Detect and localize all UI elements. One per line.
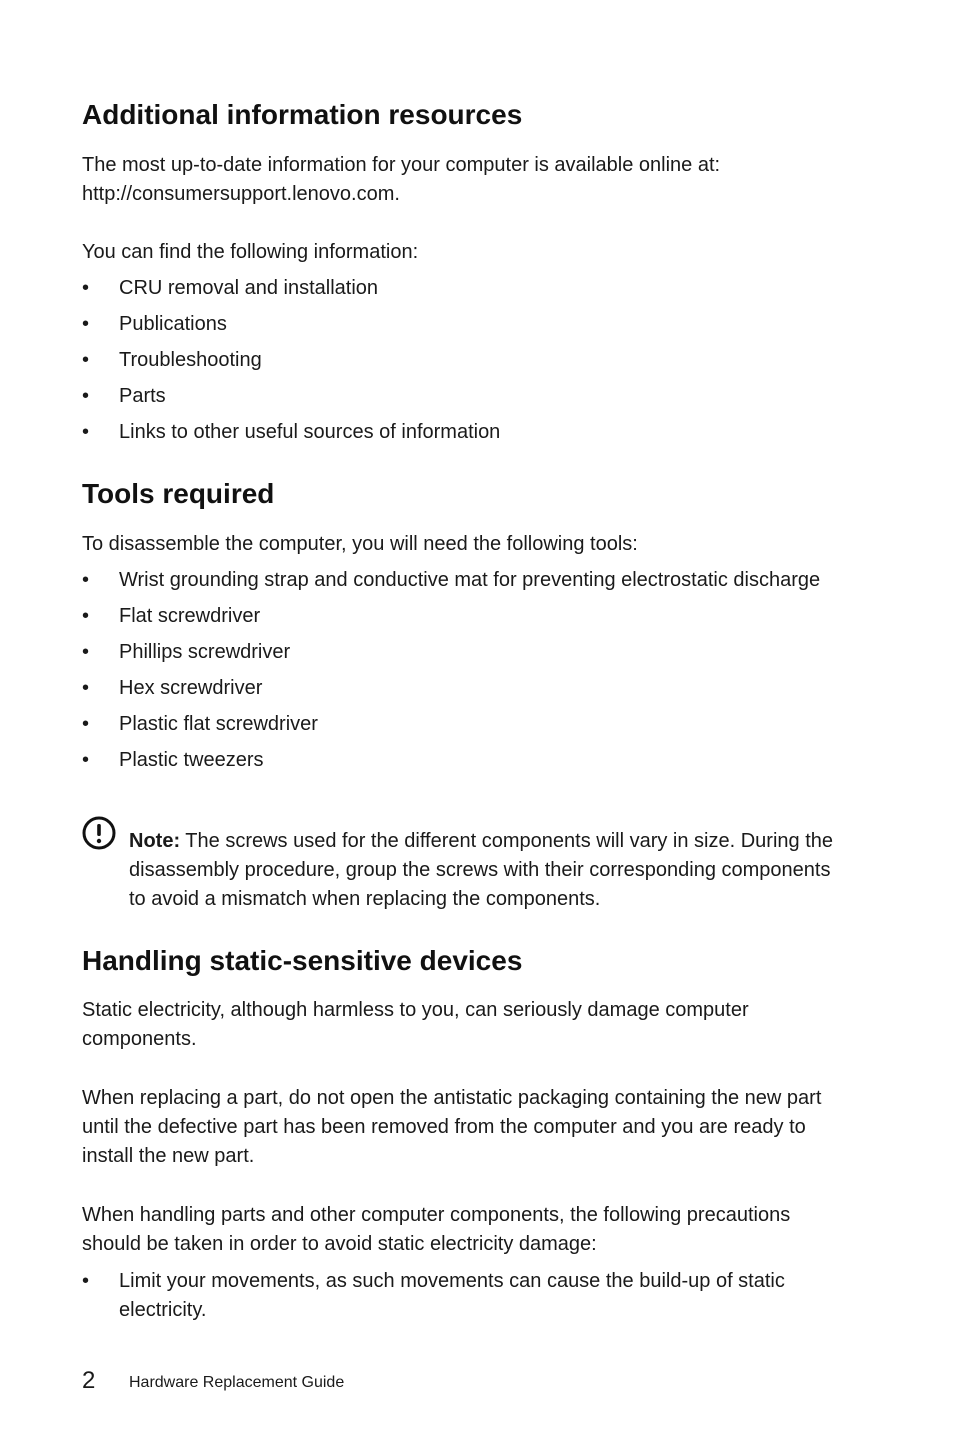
tools-intro: To disassemble the computer, you will need the following tools: <box>82 533 638 555</box>
info-list-intro: You can find the following information: <box>82 241 419 263</box>
support-url-link[interactable]: http://consumersupport.lenovo.com. <box>82 183 400 205</box>
list-item: • Plastic flat screwdriver <box>82 710 842 739</box>
intro-paragraph <box>82 151 720 209</box>
list-item: • Troubleshooting <box>82 346 842 375</box>
section-title-tools-required: Tools required <box>82 478 275 509</box>
list-item: • Flat screwdriver <box>82 602 842 631</box>
list-item: • Hex screwdriver <box>82 674 842 703</box>
list-item: • Phillips screwdriver <box>82 638 842 667</box>
static-paragraph-1: Static electricity, although harmless to you, can seriously damage computer components. <box>82 999 749 1050</box>
intro-text: The most up-to-date information for your computer is available online at: <box>82 154 721 176</box>
static-paragraph-2: When replacing a part, do not open the antistatic packaging containing the new part until the defective part has been removed from the computer and you are ready to install the new part. <box>82 1087 822 1167</box>
list-item: • Links to other useful sources of information <box>82 418 842 447</box>
section-title-additional-information: Additional information resources <box>82 99 523 130</box>
page-number: 2 <box>82 1367 96 1394</box>
list-item: • Parts <box>82 382 842 411</box>
list-item: • Plastic tweezers <box>82 746 842 775</box>
list-item: • Wrist grounding strap and conductive mat for preventing electrostatic discharge <box>82 566 842 595</box>
note-label: Note: <box>129 830 181 852</box>
list-item: • CRU removal and installation <box>82 274 842 303</box>
static-paragraph-3: When handling parts and other computer components, the following precautions should be taken in order to avoid static electricity damage: <box>82 1204 791 1255</box>
section-title-handling-static: Handling static-sensitive devices <box>82 945 523 976</box>
note-body: The screws used for the different components will vary in size. During the disassembly procedure, group the screws with their corresponding components to avoid a mismatch when replacing the components. <box>129 830 834 910</box>
information-list <box>82 274 842 454</box>
tools-list <box>82 566 842 782</box>
exclamation-circle-icon <box>82 816 116 850</box>
footer-guide-title: Hardware Replacement Guide <box>129 1374 345 1391</box>
list-item: • Limit your movements, as such movements can cause the build-up of static electricity. <box>82 1267 842 1325</box>
note-text <box>129 827 839 914</box>
precautions-list <box>82 1267 842 1332</box>
list-item: • Publications <box>82 310 842 339</box>
